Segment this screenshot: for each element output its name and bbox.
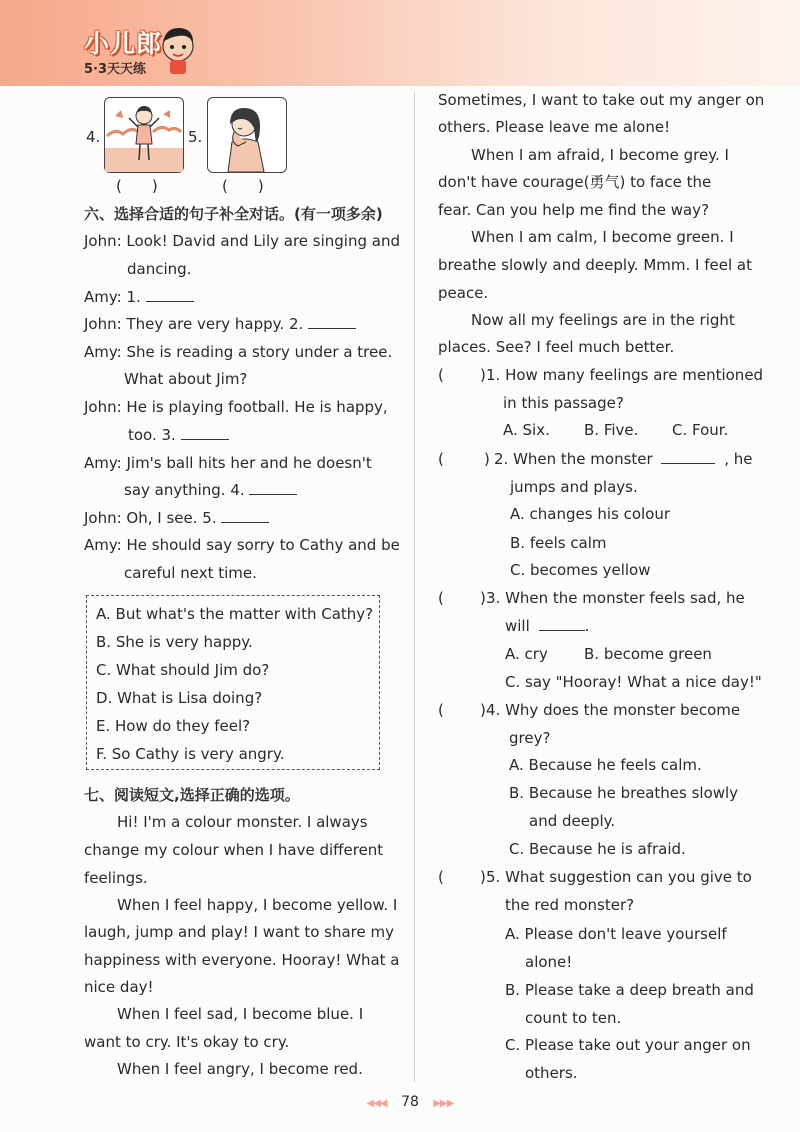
question-4-option-a[interactable]: A. Because he feels calm.: [509, 756, 702, 774]
answer-paren-close: ): [480, 701, 486, 719]
answer-blank-1[interactable]: [146, 287, 194, 302]
question-2-option-a[interactable]: A. changes his colour: [510, 505, 671, 523]
jumping-girl-icon: [105, 98, 183, 172]
answer-paren-close: ): [480, 589, 486, 607]
answer-blank-4[interactable]: [249, 480, 297, 495]
answer-blank-2[interactable]: [308, 314, 356, 329]
question-2-stem-tail: , he: [724, 450, 753, 468]
answer-blank-5[interactable]: [221, 508, 269, 523]
passage-line: When I am afraid, I become grey. I: [471, 146, 729, 164]
mascot-icon: [158, 22, 198, 78]
picture-5-answer-bracket[interactable]: ( ): [222, 177, 264, 195]
passage-line: places. See? I feel much better.: [438, 338, 675, 356]
dialogue-line-blank-2: [84, 314, 356, 334]
question-5-option-c-cont: others.: [525, 1064, 578, 1082]
question-2-blank[interactable]: [661, 449, 715, 464]
question-3-blank[interactable]: [539, 616, 585, 631]
passage-line: laugh, jump and play! I want to share my: [84, 923, 395, 941]
option-item: D. What is Lisa doing?: [96, 689, 263, 707]
picture-4: [104, 97, 184, 173]
question-5-option-b[interactable]: B. Please take a deep breath and: [505, 981, 754, 999]
question-3-option-a[interactable]: A. cry: [505, 645, 548, 663]
prev-arrows-icon: ◀◀◀: [366, 1098, 387, 1109]
question-5-stem: 5. What suggestion can you give to: [486, 868, 752, 886]
dialogue-line: careful next time.: [124, 564, 257, 582]
passage-line: peace.: [438, 284, 489, 302]
series-name: 5·3天天练: [84, 62, 147, 77]
dialogue-text: Amy: 1.: [84, 288, 141, 306]
question-2-stem-text: 2. When the monster: [494, 450, 653, 468]
dialogue-line: dancing.: [127, 260, 192, 278]
question-1-stem: 1. How many feelings are mentioned: [486, 366, 764, 384]
dialogue-line-blank-1: [84, 287, 194, 307]
passage-line: Hi! I'm a colour monster. I always: [117, 813, 368, 831]
passage-line: When I am calm, I become green. I: [471, 228, 734, 246]
next-arrows-icon: ▶▶▶: [433, 1098, 454, 1109]
question-5-option-c[interactable]: C. Please take out your anger on: [505, 1036, 751, 1054]
passage-line: When I feel angry, I become red.: [117, 1060, 363, 1078]
dialogue-line-blank-4: [124, 480, 297, 500]
passage-line: nice day!: [84, 978, 154, 996]
question-2-stem-cont: jumps and plays.: [510, 478, 638, 496]
question-3-option-b[interactable]: B. become green: [584, 645, 712, 663]
answer-paren-open: (: [438, 701, 444, 719]
dialogue-text: say anything. 4.: [124, 481, 245, 499]
option-item: E. How do they feel?: [96, 717, 251, 735]
question-3-stem-text: will: [505, 617, 530, 635]
crying-girl-icon: [208, 98, 286, 172]
question-1-option-a[interactable]: A. Six.: [503, 421, 550, 439]
option-item: F. So Cathy is very angry.: [96, 745, 285, 763]
dialogue-line-blank-5: [84, 508, 269, 528]
dialogue-line: What about Jim?: [124, 370, 248, 388]
passage-line: When I feel sad, I become blue. I: [117, 1005, 364, 1023]
answer-paren-close: ): [484, 450, 490, 468]
brand-name: 小儿郎: [84, 29, 163, 58]
dialogue-line: John: He is playing football. He is happy,: [84, 398, 388, 416]
dialogue-line: Amy: Jim's ball hits her and he doesn't: [84, 454, 372, 472]
question-2-stem: [494, 449, 753, 469]
passage-line: feelings.: [84, 869, 148, 887]
answer-paren-close: ): [480, 366, 486, 384]
question-5-stem-cont: the red monster?: [505, 896, 635, 914]
passage-line: happiness with everyone. Hooray! What a: [84, 951, 400, 969]
question-2-option-c[interactable]: C. becomes yellow: [510, 561, 651, 579]
question-3-option-c[interactable]: C. say "Hooray! What a nice day!": [505, 673, 762, 691]
passage-line: fear. Can you help me find the way?: [438, 201, 710, 219]
question-4-option-b-cont: and deeply.: [529, 812, 616, 830]
answer-paren-open: (: [438, 589, 444, 607]
passage-line: change my colour when I have different: [84, 841, 384, 859]
section-7-title: 七、阅读短文,选择正确的选项。: [84, 786, 300, 804]
picture-4-number: 4.: [86, 128, 101, 146]
dialogue-text: John: Oh, I see. 5.: [84, 509, 217, 527]
picture-5-number: 5.: [188, 128, 203, 146]
question-5-option-a-cont: alone!: [525, 953, 573, 971]
passage-line: want to cry. It's okay to cry.: [84, 1033, 290, 1051]
answer-paren-open: (: [438, 366, 444, 384]
passage-line: When I feel happy, I become yellow. I: [117, 896, 398, 914]
question-1-option-c[interactable]: C. Four.: [672, 421, 729, 439]
section-6-title: 六、选择合适的句子补全对话。(有一项多余): [84, 205, 383, 223]
passage-line: breathe slowly and deeply. Mmm. I feel at: [438, 256, 752, 274]
question-4-stem: 4. Why does the monster become: [486, 701, 741, 719]
question-3-stem: 3. When the monster feels sad, he: [486, 589, 745, 607]
question-2-option-b[interactable]: B. feels calm: [510, 534, 607, 552]
answer-blank-3[interactable]: [181, 425, 229, 440]
page-number: 78: [401, 1094, 419, 1110]
dialogue-text: too. 3.: [128, 426, 176, 444]
passage-line: Sometimes, I want to take out my anger on: [438, 91, 765, 109]
option-item: B. She is very happy.: [96, 633, 253, 651]
question-5-option-a[interactable]: A. Please don't leave yourself: [505, 925, 727, 943]
question-3-stem-tail: .: [584, 617, 590, 635]
passage-line: don't have courage(勇气) to face the: [438, 173, 712, 191]
question-4-stem-cont: grey?: [509, 729, 551, 747]
passage-line: Now all my feelings are in the right: [471, 311, 735, 329]
option-item: A. But what's the matter with Cathy?: [96, 605, 374, 623]
question-4-option-c[interactable]: C. Because he is afraid.: [509, 840, 686, 858]
dialogue-line-blank-3: [128, 425, 229, 445]
picture-5: [207, 97, 287, 173]
dialogue-text: John: They are very happy. 2.: [84, 315, 304, 333]
passage-line: others. Please leave me alone!: [438, 118, 671, 136]
dialogue-line: Amy: She is reading a story under a tree.: [84, 343, 393, 361]
question-5-option-b-cont: count to ten.: [525, 1009, 622, 1027]
answer-paren-close: ): [480, 868, 486, 886]
option-item: C. What should Jim do?: [96, 661, 270, 679]
dialogue-line: John: Look! David and Lily are singing and: [84, 232, 400, 250]
answer-paren-open: (: [438, 868, 444, 886]
answer-paren-open: (: [438, 450, 444, 468]
question-1-stem-cont: in this passage?: [503, 394, 624, 412]
column-divider: [414, 92, 415, 1082]
question-4-option-b[interactable]: B. Because he breathes slowly: [509, 784, 739, 802]
dialogue-line: Amy: He should say sorry to Cathy and be: [84, 536, 400, 554]
series-logo: [84, 30, 162, 77]
picture-4-answer-bracket[interactable]: ( ): [116, 177, 158, 195]
question-1-option-b[interactable]: B. Five.: [584, 421, 639, 439]
pagination: [340, 1094, 480, 1110]
question-3-stem-cont: [505, 616, 589, 636]
